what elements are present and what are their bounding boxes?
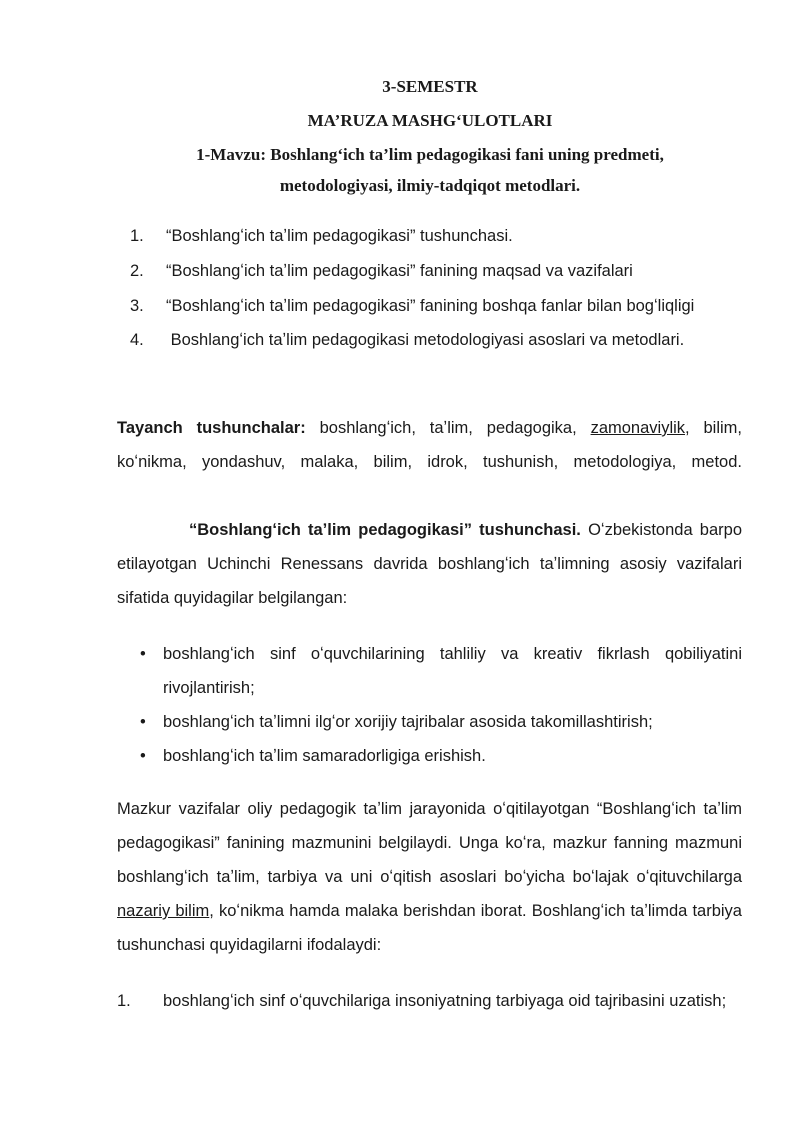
list-item-number: 1.: [117, 992, 131, 1010]
body-text: Mazkur vazifalar oliy pedagogik taʼlim jarayonida oʻqitilayotgan “Boshlangʻich taʼlim pedagogikasi” fanining mazmunini belgilaydi. Unga koʻra, mazkur fanning mazmuni boshlangʻich taʼlim, tarbiya va uni oʻqitish asoslari boʻyicha boʻlajak oʻqituvchilarga: [117, 800, 742, 886]
body-text-rest: , koʻnikma hamda malaka berishdan iborat. Boshlangʻich taʼlimda tarbiya tushunchasi quyidagilarni ifodalaydi:: [117, 902, 742, 954]
plan-item-number: 2.: [130, 262, 144, 280]
bullet-text: boshlangʻich taʼlim samaradorligiga erishish.: [163, 747, 486, 765]
bullet-item: [140, 739, 742, 773]
semester-heading: 3-SEMESTR: [382, 77, 478, 96]
topic-heading-line1: 1-Mavzu: Boshlang‘ich ta’lim pedagogikasi fani uning predmeti,: [196, 145, 664, 164]
bullet-text: boshlangʻich sinf oʻquvchilarining tahliliy va kreativ fikrlash qobiliyatini rivojlantirish;: [163, 645, 742, 697]
intro-text: Oʻzbekistonda barpo etilayotgan Uchinchi Renessans davrida boshlangʻich taʼlimning asosiy vazifalari sifatida quyidagilar belgilangan:: [117, 521, 742, 607]
bullet-marker: •: [140, 645, 146, 663]
bullet-marker: •: [140, 747, 146, 765]
plan-item-text: “Boshlangʻich taʼlim pedagogikasi” fanining boshqa fanlar bilan bogʻliqligi: [166, 297, 695, 315]
list-item-text: boshlangʻich sinf oʻquvchilariga insoniyatning tarbiyaga oid tajribasini uzatish;: [163, 992, 727, 1010]
plan-item-text: “Boshlangʻich taʼlim pedagogikasi” tushunchasi.: [166, 227, 513, 245]
intro-paragraph: [117, 513, 742, 615]
plan-item-number: 1.: [130, 227, 144, 245]
bullet-item: [140, 705, 742, 739]
section-heading: MA’RUZA MASHG‘ULOTLARI: [307, 111, 553, 130]
topic-heading-line2: metodologiyasi, ilmiy-tadqiqot metodlari.: [279, 176, 581, 195]
plan-item-text: Boshlangʻich taʼlim pedagogikasi metodologiyasi asoslari va metodlari.: [166, 331, 685, 349]
key-concepts-label: Tayanch tushunchalar:: [117, 419, 306, 437]
plan-item: [130, 260, 633, 282]
plan-item-text: “Boshlangʻich taʼlim pedagogikasi” fanining maqsad va vazifalari: [166, 262, 633, 280]
plan-item: [130, 225, 513, 247]
bullet-item: [140, 637, 742, 705]
plan-item: [130, 329, 684, 351]
bullet-marker: •: [140, 713, 146, 731]
key-concepts-underlined-term: zamonaviylik: [590, 419, 686, 437]
key-concepts-text: boshlangʻich, taʼlim, pedagogika,: [305, 419, 591, 437]
list-item: [117, 984, 742, 1018]
intro-label: “Boshlangʻich taʼlim pedagogikasi” tushunchasi.: [189, 521, 581, 539]
key-concepts-text-rest: , bilim, koʻnikma, yondashuv, malaka, bilim, idrok, tushunish, metodologiya, metod.: [117, 419, 743, 471]
plan-item-number: 4.: [130, 331, 144, 349]
plan-item-number: 3.: [130, 297, 144, 315]
key-concepts-paragraph: [117, 411, 742, 479]
body-underlined-term: nazariy bilim: [117, 902, 210, 920]
bullet-text: boshlangʻich taʼlimni ilgʻor xorijiy tajribalar asosida takomillashtirish;: [163, 713, 653, 731]
plan-item: [130, 295, 694, 317]
body-paragraph: [117, 792, 742, 962]
